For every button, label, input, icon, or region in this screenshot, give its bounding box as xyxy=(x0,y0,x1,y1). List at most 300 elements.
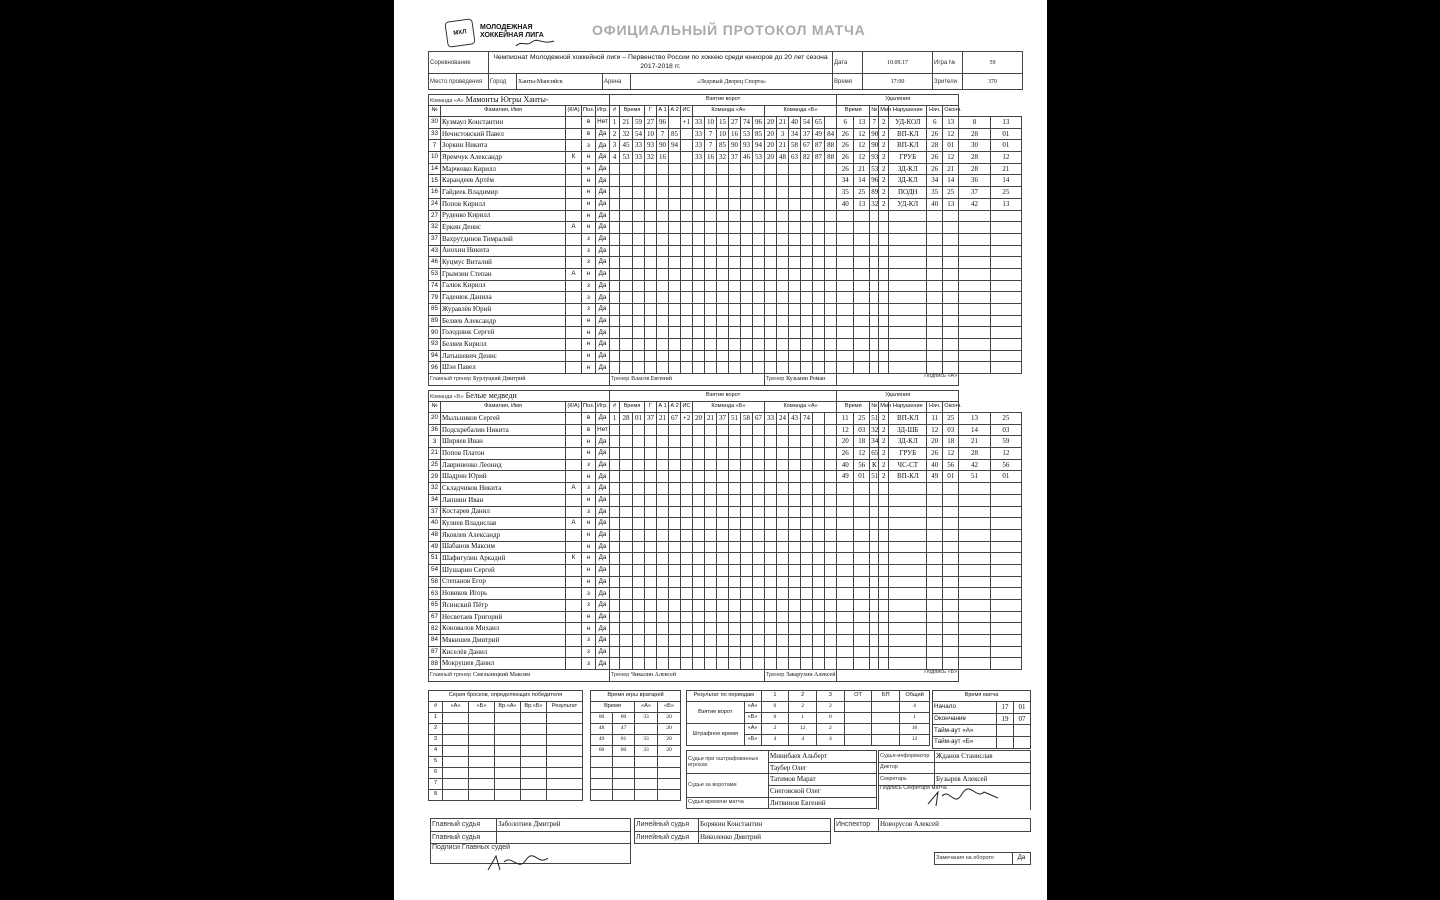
col-start: Нач. xyxy=(927,402,943,413)
pen-cell: 14 xyxy=(943,175,959,187)
player-row xyxy=(429,553,1022,565)
empty-cell xyxy=(753,245,765,257)
empty-cell xyxy=(495,790,521,801)
player-row xyxy=(429,564,1022,576)
empty-cell xyxy=(645,611,657,623)
shootout-col: «А» xyxy=(443,702,469,713)
empty-cell xyxy=(927,646,943,658)
player-play: Да xyxy=(596,198,610,210)
col-a1: А 1 xyxy=(657,106,669,117)
player-pos: н xyxy=(582,529,596,541)
empty-cell xyxy=(854,494,870,506)
empty-cell xyxy=(620,518,633,530)
player-name: Карандеев Артём xyxy=(441,175,566,187)
team-label: Команда «А» xyxy=(430,97,464,104)
player-ka xyxy=(566,175,582,187)
goal-judge-1: Татимов Марат xyxy=(769,774,877,786)
empty-cell xyxy=(610,611,620,623)
empty-cell xyxy=(854,222,870,234)
empty-cell xyxy=(741,448,753,460)
shootout-col: Вр.«Б» xyxy=(521,702,547,713)
empty-cell xyxy=(825,541,837,553)
empty-cell xyxy=(705,362,717,374)
empty-cell xyxy=(813,280,825,292)
empty-cell xyxy=(943,362,959,374)
col-end: Оконч. xyxy=(943,106,959,117)
player-ka xyxy=(566,459,582,471)
trainer-label: Тренер xyxy=(766,672,785,679)
player-pos: з xyxy=(582,646,596,658)
empty-cell xyxy=(801,658,813,670)
player-ka xyxy=(566,658,582,670)
empty-cell xyxy=(610,448,620,460)
empty-cell xyxy=(801,529,813,541)
empty-cell xyxy=(889,362,927,374)
pen-cell: 8 xyxy=(959,117,990,129)
goal-cell: 53 xyxy=(741,128,753,140)
goal-cell: 96 xyxy=(657,117,669,129)
empty-cell xyxy=(669,588,681,600)
empty-cell xyxy=(729,600,741,612)
empty-cell xyxy=(495,713,521,724)
empty-cell xyxy=(927,292,943,304)
empty-cell xyxy=(789,448,801,460)
player-play: Да xyxy=(596,518,610,530)
empty-cell xyxy=(777,210,789,222)
empty-cell xyxy=(765,506,777,518)
empty-cell xyxy=(741,187,753,199)
empty-cell xyxy=(813,518,825,530)
empty-cell xyxy=(705,611,717,623)
empty-cell xyxy=(705,471,717,483)
place-label: Место проведения xyxy=(429,74,489,90)
empty-cell xyxy=(469,790,495,801)
line-referee-label-2: Линейный судья xyxy=(635,831,699,844)
empty-cell xyxy=(801,339,813,351)
shootout-num: 1 xyxy=(429,713,443,724)
goal-cell: 88 xyxy=(825,140,837,152)
empty-cell xyxy=(645,635,657,647)
goalie-cell: 20 xyxy=(658,713,681,724)
empty-cell xyxy=(717,187,729,199)
goal-cell: 48 xyxy=(777,152,789,164)
empty-cell xyxy=(705,541,717,553)
spect-value: 370 xyxy=(963,74,1023,90)
col-start: Нач. xyxy=(927,106,943,117)
empty-cell xyxy=(990,588,1021,600)
empty-cell xyxy=(927,518,943,530)
empty-cell xyxy=(717,292,729,304)
empty-cell xyxy=(741,268,753,280)
period-val: 2 xyxy=(761,724,789,735)
empty-cell xyxy=(943,541,959,553)
pen-cell: ГРУБ xyxy=(889,152,927,164)
empty-cell xyxy=(825,362,837,374)
team-b-section xyxy=(428,390,1022,682)
pen-cell: 59 xyxy=(990,436,1021,448)
team-sign-label: Подпись «А» xyxy=(924,373,958,380)
empty-cell xyxy=(879,646,889,658)
player-row xyxy=(429,588,1022,600)
empty-cell xyxy=(681,304,693,316)
player-play: Да xyxy=(596,245,610,257)
empty-cell xyxy=(610,292,620,304)
period-val xyxy=(872,713,900,724)
empty-cell xyxy=(927,315,943,327)
empty-cell xyxy=(825,576,837,588)
empty-cell xyxy=(870,646,879,658)
empty-cell xyxy=(837,315,854,327)
empty-cell xyxy=(547,779,583,790)
empty-cell xyxy=(705,529,717,541)
empty-cell xyxy=(681,280,693,292)
empty-cell xyxy=(789,588,801,600)
player-row xyxy=(429,529,1022,541)
goalie-col: «А» xyxy=(635,702,658,713)
empty-cell xyxy=(705,553,717,565)
player-num: 51 xyxy=(429,553,441,565)
empty-cell xyxy=(729,494,741,506)
goal-cell: 20 xyxy=(765,128,777,140)
empty-cell xyxy=(669,198,681,210)
empty-cell xyxy=(825,233,837,245)
player-num: 36 xyxy=(429,424,441,436)
goal-cell: 20 xyxy=(765,152,777,164)
empty-cell xyxy=(959,315,990,327)
empty-cell xyxy=(657,163,669,175)
pen-cell: 01 xyxy=(854,471,870,483)
empty-cell xyxy=(657,424,669,436)
player-name: Журавлёв Юрий xyxy=(441,304,566,316)
empty-cell xyxy=(854,506,870,518)
empty-cell xyxy=(729,327,741,339)
empty-cell xyxy=(469,713,495,724)
pen-header: Удаления xyxy=(837,391,959,402)
empty-cell xyxy=(620,350,633,362)
player-num: 16 xyxy=(429,187,441,199)
player-num: 24 xyxy=(429,198,441,210)
pen-cell: 49 xyxy=(927,471,943,483)
empty-cell xyxy=(854,529,870,541)
empty-cell xyxy=(610,304,620,316)
player-row xyxy=(429,327,1022,339)
empty-cell xyxy=(927,339,943,351)
empty-cell xyxy=(729,448,741,460)
empty-cell xyxy=(825,646,837,658)
empty-cell xyxy=(610,339,620,351)
comp-value: Чемпионат Молодежной хоккейной лиги – Первенство России по хоккею среди юниоров до 20 лет сезона 2017-2018 гг. xyxy=(489,52,833,74)
player-pos: з xyxy=(582,140,596,152)
empty-cell xyxy=(870,635,879,647)
period-val xyxy=(872,724,900,735)
empty-cell xyxy=(645,292,657,304)
empty-cell xyxy=(620,506,633,518)
player-num: 34 xyxy=(429,494,441,506)
empty-cell xyxy=(825,222,837,234)
player-row xyxy=(429,436,1022,448)
player-ka xyxy=(566,198,582,210)
goal-cell: 32 xyxy=(717,152,729,164)
player-num: 53 xyxy=(429,268,441,280)
empty-cell xyxy=(943,506,959,518)
player-play: Да xyxy=(596,600,610,612)
empty-cell xyxy=(825,471,837,483)
coach-name: Смельницкий Максим xyxy=(473,672,531,679)
pen-cell: 01 xyxy=(990,140,1021,152)
pen-cell: 6 xyxy=(927,117,943,129)
empty-cell xyxy=(825,292,837,304)
pen-cell: 65 xyxy=(870,448,879,460)
empty-cell xyxy=(990,541,1021,553)
goal-cell: 65 xyxy=(813,117,825,129)
empty-cell xyxy=(753,210,765,222)
player-row xyxy=(429,117,1022,129)
empty-cell xyxy=(837,635,854,647)
player-pos: з xyxy=(582,233,596,245)
player-name: Ясинский Пётр xyxy=(441,600,566,612)
empty-cell xyxy=(633,448,645,460)
player-play: Да xyxy=(596,448,610,460)
empty-cell xyxy=(927,280,943,292)
empty-cell xyxy=(854,541,870,553)
game-label: Игра № xyxy=(933,52,963,74)
period-col: ОТ xyxy=(844,691,872,702)
empty-cell xyxy=(801,518,813,530)
empty-cell xyxy=(854,327,870,339)
empty-cell xyxy=(669,292,681,304)
empty-cell xyxy=(693,268,705,280)
end-hour: 19 xyxy=(997,713,1014,725)
empty-cell xyxy=(854,233,870,245)
col-viol: Нарушение xyxy=(889,106,927,117)
empty-cell xyxy=(693,245,705,257)
empty-cell xyxy=(889,576,927,588)
empty-cell xyxy=(889,506,927,518)
empty-cell xyxy=(990,280,1021,292)
empty-cell xyxy=(610,198,620,210)
empty-cell xyxy=(959,268,990,280)
empty-cell xyxy=(959,362,990,374)
period-val: 4 xyxy=(817,735,845,746)
player-ka xyxy=(566,292,582,304)
sign-cell xyxy=(837,670,959,682)
empty-cell xyxy=(741,541,753,553)
pen-cell: 89 xyxy=(870,187,879,199)
goal-cell: 24 xyxy=(777,413,789,425)
empty-cell xyxy=(777,424,789,436)
empty-cell xyxy=(801,280,813,292)
empty-cell xyxy=(669,541,681,553)
pen-cell: 20 xyxy=(927,436,943,448)
empty-cell xyxy=(693,222,705,234)
empty-cell xyxy=(633,175,645,187)
goal-cell: 01 xyxy=(633,413,645,425)
empty-cell xyxy=(889,541,927,553)
pen-cell: 26 xyxy=(837,128,854,140)
empty-cell xyxy=(705,350,717,362)
empty-cell xyxy=(669,362,681,374)
empty-cell xyxy=(870,210,879,222)
empty-cell xyxy=(657,635,669,647)
empty-cell xyxy=(879,327,889,339)
empty-cell xyxy=(765,175,777,187)
empty-cell xyxy=(729,339,741,351)
empty-cell xyxy=(620,339,633,351)
goalie-cell: 33 xyxy=(635,746,658,757)
empty-cell xyxy=(870,257,879,269)
empty-cell xyxy=(681,611,693,623)
player-row xyxy=(429,518,1022,530)
player-row xyxy=(429,175,1022,187)
date-label: Дата xyxy=(833,52,863,74)
empty-cell xyxy=(729,233,741,245)
empty-cell xyxy=(753,198,765,210)
empty-cell xyxy=(789,210,801,222)
empty-cell xyxy=(633,600,645,612)
goal-cell: +1 xyxy=(681,117,693,129)
player-ka: А xyxy=(566,268,582,280)
empty-cell xyxy=(610,635,620,647)
empty-cell xyxy=(765,529,777,541)
empty-cell xyxy=(693,588,705,600)
player-name: Зоркин Никита xyxy=(441,140,566,152)
empty-cell xyxy=(657,564,669,576)
pen-cell: 40 xyxy=(927,198,943,210)
empty-cell xyxy=(443,713,469,724)
empty-cell xyxy=(705,436,717,448)
empty-cell xyxy=(943,658,959,670)
empty-cell xyxy=(943,210,959,222)
empty-cell xyxy=(681,350,693,362)
empty-cell xyxy=(765,304,777,316)
empty-cell xyxy=(789,315,801,327)
time-value: 17:00 xyxy=(863,74,933,90)
empty-cell xyxy=(633,436,645,448)
empty-cell xyxy=(729,576,741,588)
empty-cell xyxy=(443,779,469,790)
goal-cell: 34 xyxy=(789,128,801,140)
player-pos: в xyxy=(582,128,596,140)
empty-cell xyxy=(669,257,681,269)
empty-cell xyxy=(825,611,837,623)
empty-cell xyxy=(717,222,729,234)
goal-cell: 32 xyxy=(645,152,657,164)
player-ka xyxy=(566,117,582,129)
empty-cell xyxy=(717,471,729,483)
empty-cell xyxy=(765,564,777,576)
empty-cell xyxy=(990,611,1021,623)
empty-cell xyxy=(825,304,837,316)
pen-cell: К xyxy=(870,459,879,471)
pen-cell: 51 xyxy=(959,471,990,483)
empty-cell xyxy=(943,576,959,588)
empty-cell xyxy=(870,483,879,495)
goal-cell: 20 xyxy=(765,117,777,129)
pen-cell: 34 xyxy=(837,175,854,187)
empty-cell xyxy=(741,257,753,269)
empty-cell xyxy=(870,304,879,316)
pen-cell: ВП-КЛ xyxy=(889,471,927,483)
empty-cell xyxy=(717,424,729,436)
player-name: Коновалов Михаил xyxy=(441,623,566,635)
player-pos: н xyxy=(582,315,596,327)
empty-cell xyxy=(620,424,633,436)
empty-cell xyxy=(990,245,1021,257)
empty-cell xyxy=(705,257,717,269)
time-judge: Литвинов Евгений xyxy=(769,797,877,809)
period-val: 4 xyxy=(789,735,817,746)
player-num: 20 xyxy=(429,413,441,425)
empty-cell xyxy=(717,529,729,541)
empty-cell xyxy=(889,494,927,506)
empty-cell xyxy=(717,564,729,576)
empty-cell xyxy=(591,757,613,768)
empty-cell xyxy=(813,576,825,588)
period-val: 1 xyxy=(900,713,930,724)
empty-cell xyxy=(959,233,990,245)
empty-cell xyxy=(801,163,813,175)
empty-cell xyxy=(705,245,717,257)
empty-cell xyxy=(837,233,854,245)
player-ka: К xyxy=(566,553,582,565)
goals-header: Взятие ворот xyxy=(610,95,837,106)
start-hour: 17 xyxy=(997,702,1014,714)
empty-cell xyxy=(801,222,813,234)
empty-cell xyxy=(681,175,693,187)
player-name: Ширяев Иван xyxy=(441,436,566,448)
goal-cell: 37 xyxy=(729,152,741,164)
empty-cell xyxy=(801,198,813,210)
empty-cell xyxy=(613,779,635,790)
empty-cell xyxy=(753,233,765,245)
player-num: 48 xyxy=(429,529,441,541)
empty-cell xyxy=(681,600,693,612)
empty-cell xyxy=(645,459,657,471)
pen-cell: 12 xyxy=(990,152,1021,164)
empty-cell xyxy=(633,268,645,280)
empty-cell xyxy=(777,362,789,374)
empty-cell xyxy=(610,268,620,280)
pen-cell: 20 xyxy=(837,436,854,448)
empty-cell xyxy=(741,576,753,588)
empty-cell xyxy=(959,541,990,553)
mhl-logo xyxy=(444,18,475,48)
pen-cell: 12 xyxy=(854,128,870,140)
empty-cell xyxy=(521,735,547,746)
player-num: 93 xyxy=(429,339,441,351)
empty-cell xyxy=(657,459,669,471)
empty-cell xyxy=(705,623,717,635)
player-name: Беляев Кирилл xyxy=(441,339,566,351)
empty-cell xyxy=(990,315,1021,327)
period-val: 2 xyxy=(817,702,845,713)
pen-judge-1: Минибаев Альберт xyxy=(769,751,877,763)
goal-cell: 51 xyxy=(729,413,741,425)
empty-cell xyxy=(705,494,717,506)
empty-cell xyxy=(990,268,1021,280)
empty-cell xyxy=(943,350,959,362)
goal-cell: 58 xyxy=(789,140,801,152)
pen-cell: 14 xyxy=(854,175,870,187)
col-a2: А 2 xyxy=(669,106,681,117)
player-ka xyxy=(566,413,582,425)
empty-cell xyxy=(729,564,741,576)
empty-cell xyxy=(870,327,879,339)
empty-cell xyxy=(645,362,657,374)
pen-cell: ЧС-СТ xyxy=(889,459,927,471)
empty-cell xyxy=(837,506,854,518)
pen-cell: 26 xyxy=(927,128,943,140)
